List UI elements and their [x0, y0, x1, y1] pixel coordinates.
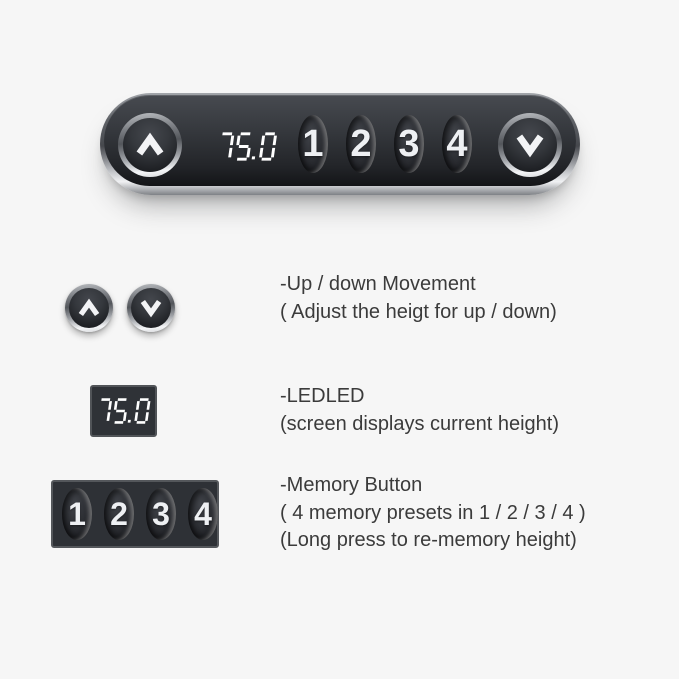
chevron-up-icon [133, 132, 167, 158]
memory-button-3 [146, 488, 176, 540]
chevron-down-icon [138, 298, 164, 318]
legend-memory-text [280, 472, 586, 555]
legend-updown-title: -Up / down Movement [280, 273, 476, 295]
memory-button-3-label: 3 [398, 123, 420, 165]
memory-button-4-label: 4 [446, 123, 468, 165]
chevron-up-icon [76, 298, 102, 318]
legend-updown-desc: ( Adjust the heigt for up / down) [280, 300, 557, 323]
legend-memory-desc2: (Long press to re-memory height) [280, 529, 577, 551]
memory-button-2-label: 2 [350, 123, 372, 165]
memory-button-1-label: 1 [302, 123, 324, 165]
legend-updown-text [280, 271, 557, 326]
legend-led-desc: (screen displays current height) [280, 412, 560, 435]
chevron-down-icon [513, 132, 547, 158]
memory-button-4 [442, 115, 472, 173]
legend-led-text [280, 383, 559, 438]
height-display [212, 131, 282, 162]
memory-button-3-label: 3 [152, 496, 170, 532]
up-button-icon [65, 284, 113, 332]
control-panel [100, 93, 580, 195]
led-screen-icon [90, 385, 157, 437]
down-button [498, 113, 562, 177]
memory-button-2 [346, 115, 376, 173]
memory-button-1 [298, 115, 328, 173]
down-button-icon [127, 284, 175, 332]
memory-button-1-label: 1 [68, 496, 86, 532]
memory-button-3 [394, 115, 424, 173]
memory-button-2 [104, 488, 134, 540]
up-button [118, 113, 182, 177]
memory-button-2-label: 2 [110, 496, 128, 532]
legend-memory-title: -Memory Button [280, 474, 423, 496]
memory-button-1 [62, 488, 92, 540]
legend-memory-desc1: ( 4 memory presets in 1 / 2 / 3 / 4 ) [280, 501, 586, 524]
legend-led-title: -LEDLED [280, 385, 365, 407]
memory-button-4 [188, 488, 218, 540]
memory-button-4-label: 4 [194, 496, 212, 532]
memory-buttons-icon [51, 480, 219, 548]
